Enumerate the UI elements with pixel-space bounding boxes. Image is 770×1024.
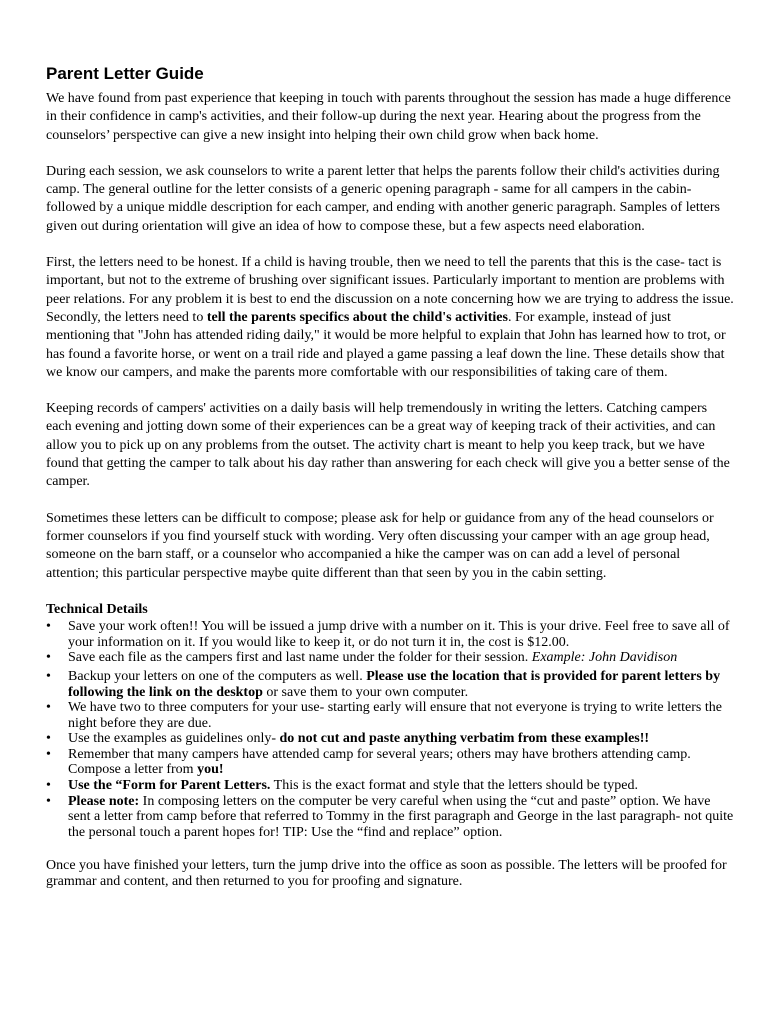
closing-paragraph: Once you have finished your letters, turn the jump drive into the office as soon as possible. The letters will be proofed for grammar and content, and then returned to you for proofing and signature. [46,858,727,890]
technical-details-list [46,619,736,840]
records-paragraph: Keeping records of campers' activities on a daily basis will help tremendously in writing the letters. Catching campers each evening and jotting down some of their experiences can be a great way of keeping track of their activities, and can allow you to pick up on any problems from the outset. The activity chart is meant to help you keep track, but we have found that getting the camper to talk about his day rather than answering for each check will give you a better sense of the camper. [46,401,730,490]
item-text: Use the examples as guidelines only- [68,731,280,747]
item-bold-lead: Please note: [68,793,140,809]
honesty-text-b: . For example, instead of just mentioning that "John has attended riding daily," it would be more helpful to explain that John has learned how to trot, or has found a favorite horse, or went on a trail ride and played a game passing a leaf down the line. These details show that we know our campers, and make the parents more comfortable with our responsibilities of taking care of them. [46,309,726,380]
item-bold: do not cut and paste anything verbatim from these examples!! [279,731,650,747]
item-text: Save each file as the campers first and last name under the folder for their session. [68,650,532,666]
item-bold-lead: Use the “Form for Parent Letters. [68,778,271,794]
item-text: Remember that many campers have attended camp for several years; others may have brothers attending camp. Compose a letter from [68,746,691,778]
honesty-text-a: First, the letters need to be honest. If a child is having trouble, then we need to tell the parents that this is the case- tact is important, but not to the extreme of brushing over significant issues. Particularly important to mention are problems with peer relations. For any problem it is best to end the discussion on a note concerning how we are trying to address the issue. Secondly, the letters need to [46,255,734,325]
list-item [68,619,736,650]
list-item [68,747,736,778]
item-bold: Please use the location that is provided for parent letters by following the link on the desktop [68,668,721,700]
list-item [68,650,736,666]
item-bold: you! [197,762,224,778]
list-item [68,731,736,747]
item-text: Backup your letters on one of the computers as well. [68,668,367,684]
page-title: Parent Letter Guide [46,64,204,83]
item-text: In composing letters on the computer be very careful when using the “cut and paste” option. We have sent a letter from camp before that referred to Tommy in the first paragraph and George in the last paragraph- not quite the personal touch a parent hopes for! TIP: Use the “find and replace” option. [68,793,734,840]
honesty-bold: tell the parents specifics about the child's activities [206,309,508,325]
item-text: This is the exact format and style that the letters should be typed. [270,778,638,794]
technical-details-heading: Technical Details [46,601,148,617]
honesty-paragraph [46,254,736,382]
list-item [68,700,736,731]
outline-paragraph: During each session, we ask counselors to write a parent letter that helps the parents follow their child's activities during camp. The general outline for the letter consists of a generic opening paragraph - same for all campers in the cabin- followed by a unique middle description for each camper, and ending with another generic paragraph. Samples of letters given out during orientation will give an idea of how to compose these, but a few aspects need elaboration. [46,163,720,234]
list-item [68,778,736,794]
item-text-after: or save them to your own computer. [262,684,469,700]
help-paragraph: Sometimes these letters can be difficult to compose; please ask for help or guidance from any of the head counselors or former counselors if you find yourself stuck with wording. Very often discussing your camper with an age group head, someone on the barn staff, or a counselor who accompanied a hike the camper was on can add a level of personal attention; this particular perspective maybe quite different than that seen by you in the cabin setting. [46,510,714,581]
list-item [68,669,736,700]
list-item [68,794,736,841]
item-text: We have two to three computers for your use- starting early will ensure that not everyone is trying to write letters the night before they are due. [68,700,722,731]
item-italic: Example: John Davidison [531,650,678,666]
document-page [46,64,736,890]
item-text: Save your work often!! You will be issued a jump drive with a number on it. This is your drive. Feel free to save all of your information on it. If you would like to keep it, or do not turn it in, the cost is $12.00. [68,619,730,650]
intro-paragraph: We have found from past experience that keeping in touch with parents throughout the session has made a huge difference in their confidence in camp's activities, and their follow-up during the next year. Hearing about the progress from the counselors’ perspective can give a new insight into helping their own child grow when back home. [46,91,731,143]
